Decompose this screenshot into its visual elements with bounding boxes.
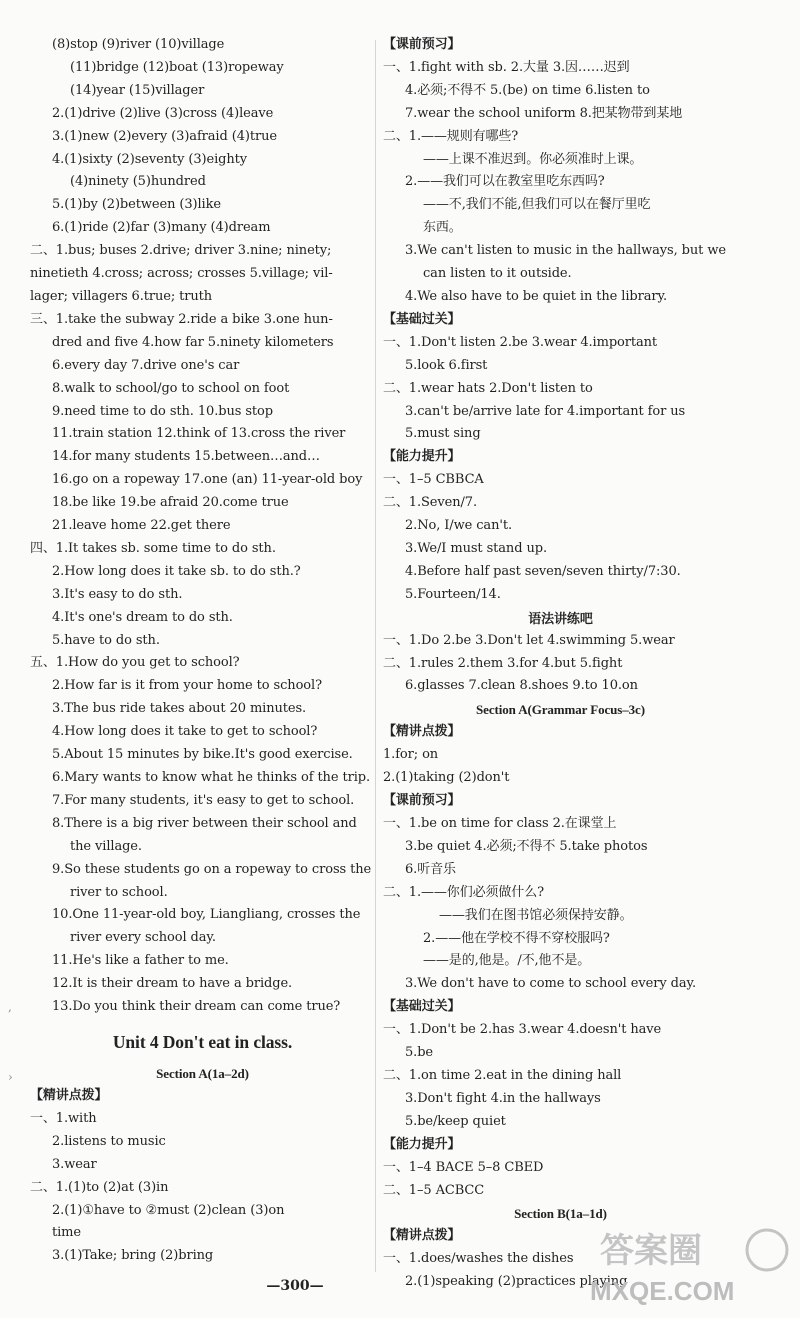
answer-line: 2.——他在学校不得不穿校服吗? bbox=[423, 930, 610, 946]
answer-line: 3.(1)Take; bring (2)bring bbox=[52, 1248, 214, 1264]
answer-line: 5.(1)by (2)between (3)like bbox=[52, 197, 221, 213]
answer-line: 五、1.How do you get to school? bbox=[30, 655, 240, 671]
margin-mark: › bbox=[8, 1070, 13, 1084]
answer-line: 3.It's easy to do sth. bbox=[52, 586, 183, 602]
section-heading: Section A(1a–2d) bbox=[156, 1065, 249, 1081]
answer-line: 4.必须;不得不 5.(be) on time 6.listen to bbox=[405, 82, 650, 98]
answer-line: 7.For many students, it's easy to get to school. bbox=[52, 792, 355, 808]
answer-line: 一、1–4 BACE 5–8 CBED bbox=[383, 1159, 544, 1175]
answer-line: (4)ninety (5)hundred bbox=[70, 174, 206, 190]
answer-line: 2.(1)drive (2)live (3)cross (4)leave bbox=[52, 105, 274, 121]
answer-line: 二、1.wear hats 2.Don't listen to bbox=[383, 380, 593, 396]
answer-line: 5.have to do sth. bbox=[52, 632, 160, 648]
answer-line: 11.train station 12.think of 13.cross the river bbox=[52, 426, 346, 442]
answer-line: 一、1.Don't be 2.has 3.wear 4.doesn't have bbox=[383, 1022, 662, 1038]
answer-line: ninetieth 4.cross; across; crosses 5.village; vil- bbox=[30, 266, 333, 282]
answer-line: 二、1–5 ACBCC bbox=[383, 1182, 485, 1198]
answer-line: 5.Fourteen/14. bbox=[405, 586, 501, 602]
answer-line: river to school. bbox=[70, 884, 168, 900]
answer-line: 2.How far is it from your home to school? bbox=[52, 678, 322, 694]
answer-line: 14.for many students 15.between…and… bbox=[52, 449, 320, 465]
answer-line: 一、1.fight with sb. 2.大量 3.因……迟到 bbox=[383, 59, 630, 75]
answer-line: 2.How long does it take sb. to do sth.? bbox=[52, 563, 301, 579]
answer-line: 2.(1)speaking (2)practices playing bbox=[405, 1274, 628, 1290]
answer-line: 4.Before half past seven/seven thirty/7:30. bbox=[405, 563, 681, 579]
answer-line: 一、1.does/washes the dishes bbox=[383, 1251, 574, 1267]
section-heading: 语法讲练吧 bbox=[528, 610, 593, 626]
answer-line: 一、1.with bbox=[30, 1110, 97, 1126]
answer-line: 5.be/keep quiet bbox=[405, 1113, 506, 1129]
answer-line: 6.glasses 7.clean 8.shoes 9.to 10.on bbox=[405, 678, 638, 694]
answer-line: (8)stop (9)river (10)village bbox=[52, 37, 225, 52]
column-divider bbox=[375, 40, 376, 1272]
answer-line: dred and five 4.how far 5.ninety kilometers bbox=[52, 334, 334, 350]
watermark-circle-icon bbox=[747, 1230, 787, 1270]
answer-line: the village. bbox=[70, 838, 142, 854]
section-heading: Section A(Grammar Focus–3c) bbox=[476, 702, 645, 718]
left-column bbox=[30, 34, 375, 1268]
block-header: 【精讲点拨】 bbox=[383, 724, 461, 740]
answer-line: 4.It's one's dream to do sth. bbox=[52, 609, 233, 625]
answer-line: 9.need time to do sth. 10.bus stop bbox=[52, 403, 273, 419]
answer-line: 5.must sing bbox=[405, 426, 481, 442]
answer-line: 2.(1)taking (2)don't bbox=[383, 770, 510, 786]
answer-line: ——是的,他是。/不,他不是。 bbox=[423, 953, 591, 969]
page-number: —300— bbox=[266, 1278, 324, 1294]
section-heading: Section B(1a–1d) bbox=[514, 1206, 607, 1222]
answer-line: 四、1.It takes sb. some time to do sth. bbox=[30, 540, 276, 556]
answer-line: 18.be like 19.be afraid 20.come true bbox=[52, 495, 289, 511]
answer-line: 6.every day 7.drive one's car bbox=[52, 357, 240, 373]
block-header: 【基础过关】 bbox=[383, 999, 461, 1015]
answer-line: 一、1.Don't listen 2.be 3.wear 4.important bbox=[383, 334, 658, 350]
answer-line: 12.It is their dream to have a bridge. bbox=[52, 976, 293, 992]
answer-line: ——上课不准迟到。你必须准时上课。 bbox=[423, 151, 643, 167]
answer-line: (14)year (15)villager bbox=[70, 82, 205, 98]
watermark-cn: 答案圈 bbox=[600, 1231, 702, 1271]
answer-line: river every school day. bbox=[70, 930, 216, 946]
answer-line: 2.No, I/we can't. bbox=[405, 518, 512, 534]
answer-line: 二、1.——规则有哪些? bbox=[383, 128, 519, 144]
answer-line: 21.leave home 22.get there bbox=[52, 518, 231, 534]
answer-line: 5.look 6.first bbox=[405, 357, 488, 373]
unit-title: Unit 4 Don't eat in class. bbox=[112, 1031, 293, 1052]
answer-line: 5.About 15 minutes by bike.It's good exercise. bbox=[52, 747, 353, 763]
block-header: 【精讲点拨】 bbox=[30, 1087, 108, 1103]
watermark-logo bbox=[582, 1224, 792, 1310]
block-header: 【基础过关】 bbox=[383, 311, 461, 327]
answer-line: 4.We also have to be quiet in the library. bbox=[405, 288, 668, 304]
answer-line: 6.(1)ride (2)far (3)many (4)dream bbox=[52, 220, 271, 236]
answer-line: 东西。 bbox=[423, 220, 462, 236]
answer-line: can listen to it outside. bbox=[423, 266, 572, 282]
answer-line: 16.go on a ropeway 17.one (an) 11-year-old boy bbox=[52, 472, 363, 488]
block-header: 【课前预习】 bbox=[383, 37, 461, 52]
answer-line: 二、1.——你们必须做什么? bbox=[383, 884, 544, 900]
answer-line: 8.There is a big river between their school and bbox=[52, 815, 357, 831]
answer-line: ——我们在图书馆必须保持安静。 bbox=[439, 907, 633, 923]
answer-line: 2.(1)①have to ②must (2)clean (3)on bbox=[52, 1202, 285, 1218]
answer-line: 二、1.Seven/7. bbox=[383, 495, 477, 511]
answer-line: 一、1.Do 2.be 3.Don't let 4.swimming 5.wear bbox=[383, 632, 675, 648]
right-column bbox=[383, 34, 738, 1294]
answer-line: 3.Don't fight 4.in the hallways bbox=[405, 1090, 601, 1106]
answer-line: 8.walk to school/go to school on foot bbox=[52, 380, 290, 396]
answer-line: 6.听音乐 bbox=[405, 861, 456, 877]
answer-line: 3.wear bbox=[52, 1156, 97, 1172]
answer-line: 3.We don't have to come to school every day. bbox=[405, 976, 697, 992]
watermark-url: MXQE.COM bbox=[590, 1276, 735, 1306]
answer-line: ——不,我们不能,但我们可以在餐厅里吃 bbox=[423, 197, 651, 213]
margin-mark: , bbox=[8, 1000, 12, 1014]
answer-line: (11)bridge (12)boat (13)ropeway bbox=[70, 59, 284, 75]
answer-line: 9.So these students go on a ropeway to cross the bbox=[52, 861, 372, 877]
answer-line: 二、1.on time 2.eat in the dining hall bbox=[383, 1067, 622, 1083]
answer-line: 三、1.take the subway 2.ride a bike 3.one hun- bbox=[30, 311, 333, 327]
answer-line: 1.for; on bbox=[383, 747, 439, 763]
answer-line: 二、1.bus; buses 2.drive; driver 3.nine; ninety; bbox=[30, 243, 332, 259]
answer-line: 3.The bus ride takes about 20 minutes. bbox=[52, 701, 307, 717]
answer-line: 3.We can't listen to music in the hallways, but we bbox=[405, 243, 726, 259]
answer-line: 2.——我们可以在教室里吃东西吗? bbox=[405, 174, 605, 190]
block-header: 【能力提升】 bbox=[383, 1136, 461, 1152]
answer-line: time bbox=[52, 1225, 82, 1241]
block-header: 【课前预习】 bbox=[383, 793, 461, 809]
answer-line: 二、1.rules 2.them 3.for 4.but 5.fight bbox=[383, 655, 623, 671]
answer-line: 一、1.be on time for class 2.在课堂上 bbox=[383, 816, 617, 831]
answer-line: 3.We/I must stand up. bbox=[405, 540, 547, 556]
answer-line: 3.(1)new (2)every (3)afraid (4)true bbox=[52, 128, 277, 144]
answer-line: 4.How long does it take to get to school? bbox=[52, 724, 318, 740]
answer-line: 一、1–5 CBBCA bbox=[383, 472, 484, 488]
answer-line: 13.Do you think their dream can come true? bbox=[52, 999, 341, 1015]
answer-line: 6.Mary wants to know what he thinks of the trip. bbox=[52, 770, 371, 785]
block-header: 【精讲点拨】 bbox=[383, 1228, 461, 1244]
answer-line: 7.wear the school uniform 8.把某物带到某地 bbox=[405, 105, 683, 121]
answer-line: 10.One 11-year-old boy, Liangliang, crosses the bbox=[52, 907, 361, 923]
answer-line: 5.be bbox=[405, 1045, 434, 1061]
answer-line: 3.can't be/arrive late for 4.important for us bbox=[405, 403, 686, 419]
answer-line: 11.He's like a father to me. bbox=[52, 953, 229, 969]
answer-line: 4.(1)sixty (2)seventy (3)eighty bbox=[52, 151, 247, 167]
answer-line: 3.be quiet 4.必须;不得不 5.take photos bbox=[405, 838, 648, 854]
block-header: 【能力提升】 bbox=[383, 449, 461, 465]
answer-line: lager; villagers 6.true; truth bbox=[30, 288, 213, 304]
answer-line: 二、1.(1)to (2)at (3)in bbox=[30, 1179, 169, 1195]
answer-line: 2.listens to music bbox=[52, 1133, 166, 1149]
